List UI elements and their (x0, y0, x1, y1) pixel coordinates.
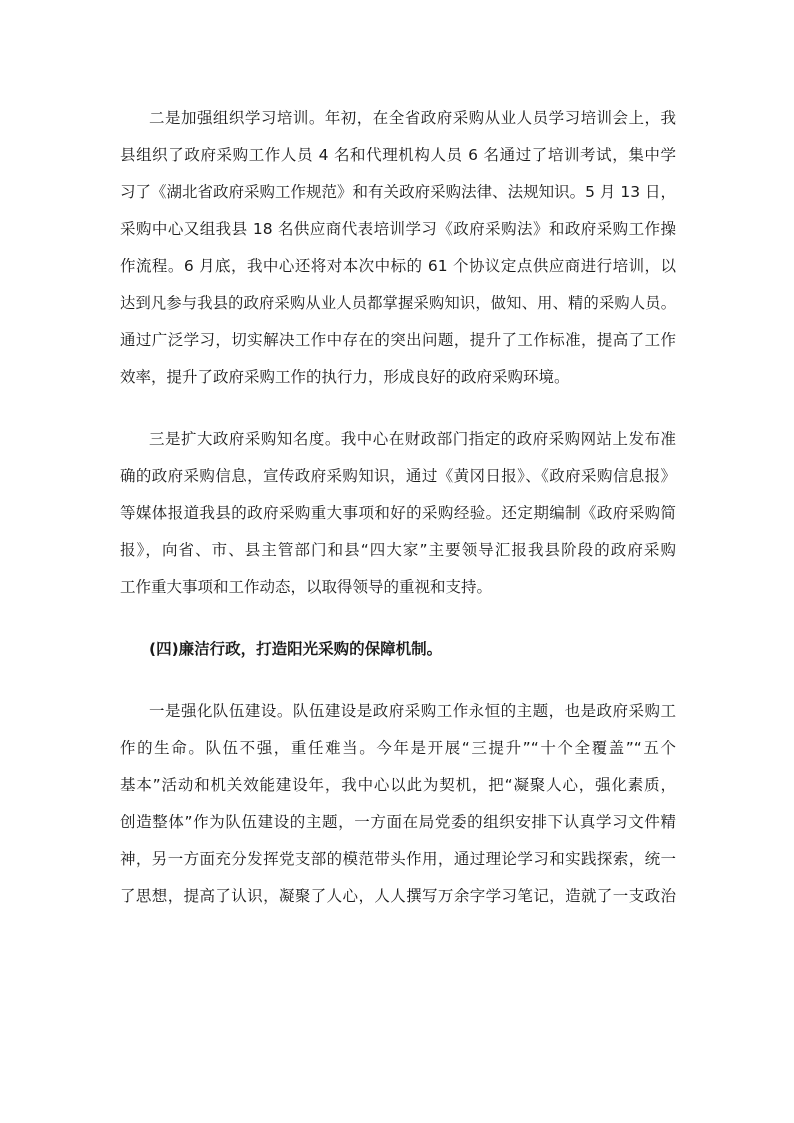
paragraph-2-line-2: 确的政府采购信息，宣传政府采购知识，通过《黄冈日报》、《政府采购信息报》 (120, 467, 676, 485)
paragraph-2-line-5: 工作重大事项和工作动态，以取得领导的重视和支持。 (120, 578, 493, 596)
paragraph-3-line-2: 作的生命。队伍不强，重任难当。今年是开展“三提升”“十个全覆盖”“五个 (120, 739, 676, 757)
paragraph-1-line-7: 通过广泛学习，切实解决工作中存在的突出问题，提升了工作标准，提高了工作 (120, 331, 676, 349)
paragraph-3-line-1: 一是强化队伍建设。队伍建设是政府采购工作永恒的主题，也是政府采购工 (149, 702, 676, 720)
paragraph-1-line-8: 效率，提升了政府采购工作的执行力，形成良好的政府采购环境。 (120, 368, 570, 386)
paragraph-3-line-3: 基本”活动和机关效能建设年，我中心以此为契机，把“凝聚人心，强化素质， (120, 776, 676, 794)
paragraph-1-line-4: 采购中心又组我县 18 名供应商代表培训学习《政府采购法》和政府采购工作操 (120, 220, 676, 238)
paragraph-2-line-1: 三是扩大政府采购知名度。我中心在财政部门指定的政府采购网站上发布准 (149, 430, 676, 448)
paragraph-3-line-6: 了思想，提高了认识，凝聚了人心，人人撰写万余字学习笔记，造就了一支政治 (120, 887, 676, 905)
paragraph-2-line-3: 等媒体报道我县的政府采购重大事项和好的采购经验。还定期编制《政府采购简 (120, 504, 676, 522)
section-heading: (四)廉洁行政，打造阳光采购的保障机制。 (149, 640, 443, 658)
paragraph-1-line-5: 作流程。6 月底，我中心还将对本次中标的 61 个协议定点供应商进行培训，以 (120, 257, 676, 275)
paragraph-1-line-1: 二是加强组织学习培训。年初，在全省政府采购从业人员学习培训会上，我 (149, 109, 676, 127)
paragraph-1-line-2: 县组织了政府采购工作人员 4 名和代理机构人员 6 名通过了培训考试，集中学 (120, 146, 676, 164)
paragraph-1-line-3: 习了《湖北省政府采购工作规范》和有关政府采购法律、法规知识。5 月 13 日， (120, 183, 676, 201)
paragraph-3-line-5: 神，另一方面充分发挥党支部的模范带头作用，通过理论学习和实践探索，统一 (120, 850, 676, 868)
paragraph-3-line-4: 创造整体”作为队伍建设的主题，一方面在局党委的组织安排下认真学习文件精 (120, 813, 676, 831)
paragraph-1-line-6: 达到凡参与我县的政府采购从业人员都掌握采购知识，做知、用、精的采购人员。 (120, 294, 676, 312)
paragraph-2-line-4: 报》，向省、市、县主管部门和县“四大家”主要领导汇报我县阶段的政府采购 (120, 541, 676, 559)
